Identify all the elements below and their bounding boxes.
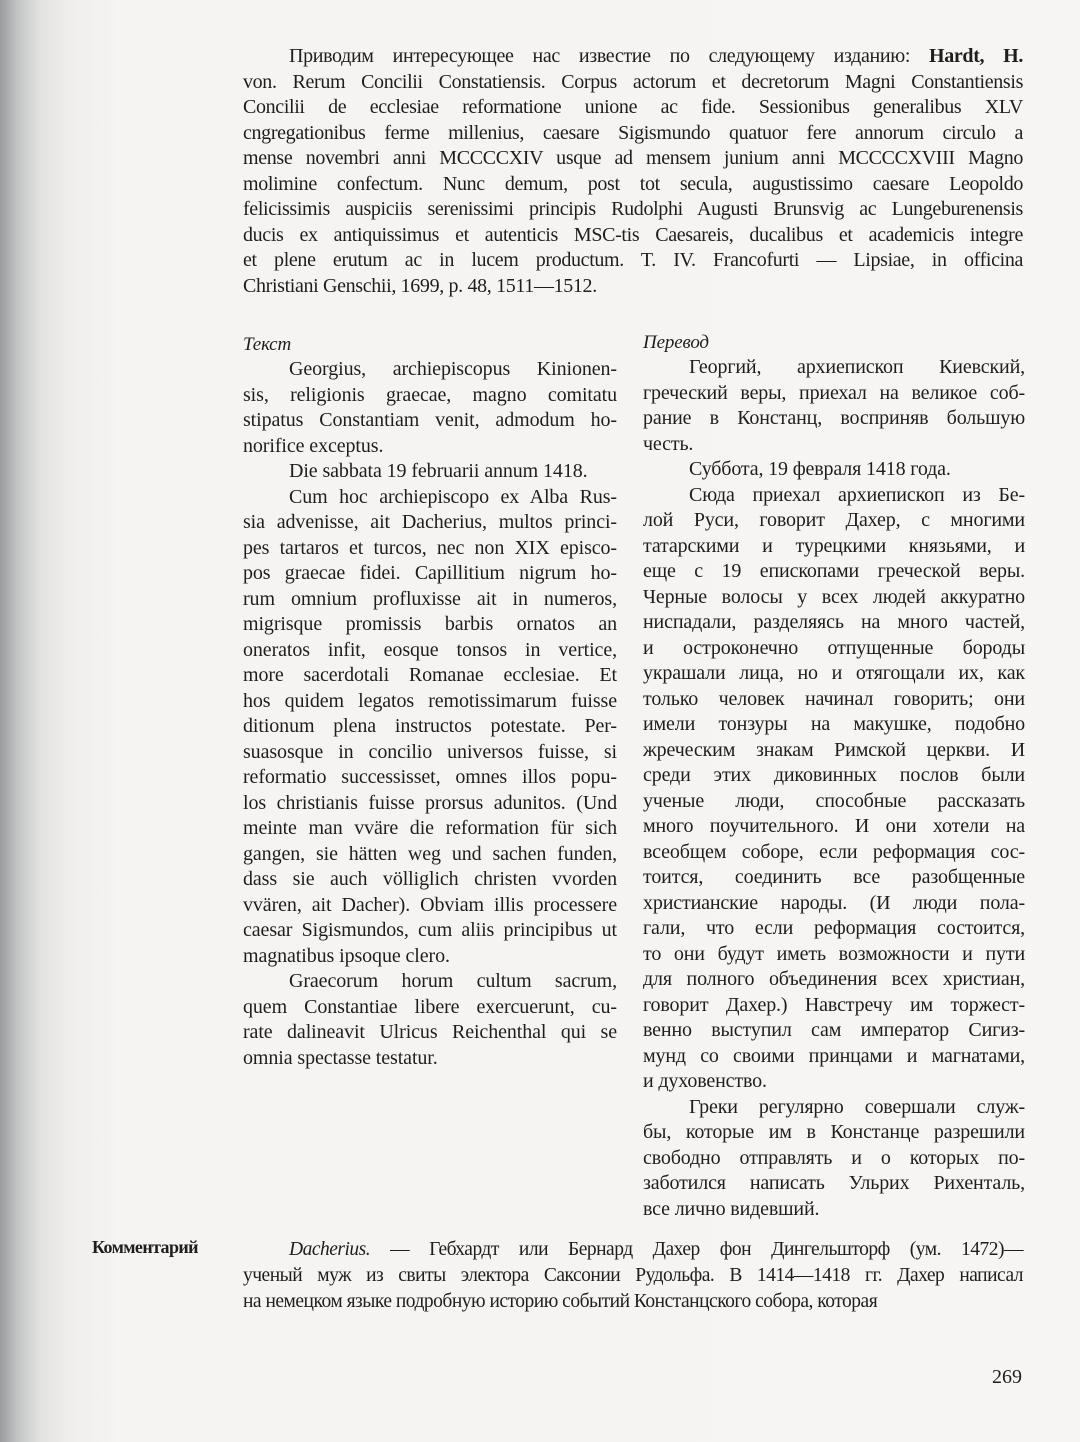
text-line: все лично видевший. (643, 1197, 820, 1220)
text-line: заботился написать Ульрих Рихенталь, (643, 1172, 1025, 1194)
text-line: cngregationibus ferme millenius, caesare Sigismundo quatuor fere annorum circulo a (243, 121, 1023, 144)
text-line: на немецком языке подробную историю событий Констанцского собора, которая (243, 1291, 878, 1312)
text-line: more sacerdotali Romanae ecclesiae. Et (243, 664, 617, 686)
paragraph (243, 485, 617, 970)
text-line: только человек начинал говорить; они (643, 687, 1025, 710)
commentary-label: Комментарий (92, 1237, 198, 1257)
paragraph (643, 355, 1025, 457)
text-line: magnatibus ipsoque clero. (243, 944, 450, 967)
text-line: Georgius, archiepiscopus Kinionen- (289, 358, 617, 380)
paragraph (643, 1095, 1025, 1223)
text-line: Cum hoc archiepiscopo ex Alba Rus- (289, 485, 617, 508)
paragraph (643, 483, 1025, 1095)
text-line: dass sie auch völliglich christen vvorden (243, 868, 617, 890)
text-line: norifice exceptus. (243, 434, 384, 457)
text-line: рание в Констанц, восприняв большую (643, 407, 1025, 429)
text-line (243, 1237, 1023, 1263)
text-line: имели тонзуры на макушке, подобно (643, 713, 1025, 735)
text-line: украшали лица, но и отягощали их, как (643, 662, 1025, 684)
text-line (243, 44, 1023, 70)
text-line: ducis ex antiquissimus et autenticis MSC-tis Caesareis, ducalibus et academicis integre (243, 223, 1023, 246)
text-line: всеобщем соборе, если реформация сос- (643, 840, 1025, 863)
text-line: гали, что если реформация состоится, (643, 917, 1025, 939)
text-line: ниспадали, разделяясь на много частей, (643, 611, 1025, 633)
text-line: Graecorum horum cultum sacrum, (289, 970, 617, 992)
text-line: gangen, sie hätten weg und sachen funden, (243, 842, 617, 865)
text-line: pes tartaros et turcos, nec non XIX episco- (243, 536, 617, 559)
text-line: жреческим знакам Римской церкви. И (643, 738, 1025, 761)
text-line: molimine confectum. Nunc demum, post tot secula, augustissimo caesare Leopoldo (243, 172, 1023, 195)
text-line: и духовенство. (643, 1070, 767, 1092)
text-line: свободно отправлять и о которых по- (643, 1146, 1025, 1169)
italic-term: Dacherius. (289, 1239, 371, 1260)
text-line: тоится, соединить все разобщенные (643, 866, 1025, 888)
text-line: ditionum plena instructos potestate. Per- (243, 715, 617, 737)
text-line: Christiani Genschii, 1699, p. 48, 1511—1512. (243, 274, 597, 297)
text-line: и остроконечно отпущенные бороды (643, 636, 1025, 659)
text-line: los christianis fuisse prorsus adunitos. (Und (243, 791, 617, 814)
text-line: Греки регулярно совершали служ- (689, 1095, 1025, 1118)
text-line: Die sabbata 19 februarii annum 1418. (289, 460, 588, 482)
text-line: греческий веры, приехал на великое соб- (643, 381, 1025, 404)
text-line: rate dalineavit Ulricus Reichenthal qui se (243, 1021, 617, 1043)
text-line: бы, которые им в Констанце разрешили (643, 1121, 1025, 1143)
text-line: von. Rerum Concilii Constatiensis. Corpus actorum et decretorum Magni Constantiensis (243, 70, 1023, 93)
text-line: Георгий, архиепископ Киевский, (689, 356, 1025, 378)
bold-citation: Hardt, H. (929, 45, 1024, 67)
text-line: ученый муж из свиты электора Саксонии Рудольфа. В 1414—1418 гг. Дахер написал (243, 1265, 1023, 1286)
text-line: pos graecae fidei. Capillitium nigrum ho- (243, 562, 617, 584)
text-line: татарскими и турецкими князьями, и (643, 534, 1025, 557)
text-line: oneratos infit, eosque tonsos in vertice, (243, 638, 617, 661)
intro-paragraph (243, 44, 1023, 299)
text-line: migrisque promissis barbis ornatos an (243, 613, 617, 635)
text-line: hos quidem legatos remotissimarum fuisse (243, 689, 617, 712)
text-line: omnia spectasse testatur. (243, 1046, 438, 1069)
text-line: caesar Sigismundos, cum aliis principibus ut (243, 919, 617, 941)
text-line: венно выступил сам император Сигиз- (643, 1019, 1025, 1041)
latin-text-column (243, 332, 617, 1071)
text-line: suasosque in concilio universos fuisse, si (243, 740, 617, 763)
paragraph (243, 459, 617, 485)
text-line: Сюда приехал архиепископ из Бе- (689, 483, 1025, 506)
text-line: лой Руси, говорит Дахер, с многими (643, 509, 1025, 531)
text-line: мунд со своими принцами и магнатами, (643, 1044, 1025, 1067)
text-line: sis, religionis graecae, magno comitatu (243, 383, 617, 406)
page-number: 269 (992, 1366, 1022, 1388)
text-line: то они будут иметь возможности и пути (643, 942, 1025, 965)
translation-column (643, 330, 1025, 1222)
latin-text-body (243, 357, 617, 1071)
text-line: stipatus Constantiam venit, admodum ho- (243, 409, 617, 431)
text-line: христианские народы. (И люди пола- (643, 891, 1025, 914)
text-line: среди этих диковинных послов были (643, 764, 1025, 786)
text-line: ученые люди, способные рассказать (643, 789, 1025, 812)
text-line: sia advenisse, ait Dacherius, multos princi- (243, 511, 617, 533)
commentary-text (243, 1237, 1023, 1315)
text-line: rum omnium profluxisse ait in numeros, (243, 587, 617, 610)
text-run: — Гебхардт или Бернард Дахер фон Дингельшторф (ум. 1472)— (370, 1239, 1023, 1260)
text-line: Суббота, 19 февраля 1418 года. (689, 458, 951, 480)
paragraph (243, 969, 617, 1071)
text-line: felicissimis auspiciis serenissimi principis Rudolphi Augusti Brunsvig ac Lungeburenensis (243, 198, 1023, 220)
text-line: для полного объединения всех христиан, (643, 968, 1025, 990)
text-run: Приводим интересующее нас известие по следующему изданию: (289, 45, 930, 67)
text-line: еще с 19 епископами греческой веры. (643, 560, 1025, 582)
text-line: говорит Дахер.) Навстречу им торжест- (643, 993, 1025, 1016)
paragraph (243, 357, 617, 459)
text-line: reformatio successisset, omnes illos popu- (243, 766, 617, 788)
text-line: quem Constantiae libere exercuerunt, cu- (243, 995, 617, 1018)
text-line: mense novembri anni MCCCCXIV usque ad mensem junium anni MCCCCXVIII Magno (243, 147, 1023, 169)
text-line: честь. (643, 432, 694, 455)
column-heading-translation: Перевод (643, 332, 709, 353)
text-line: много поучительного. И они хотели на (643, 815, 1025, 837)
text-line: meinte man vväre die reformation für sich (243, 817, 617, 839)
text-line: Concilii de ecclesiae reformatione unione ac fide. Sessionibus generalibus XLV (243, 96, 1023, 118)
text-line: et plene erutum ac in lucem productum. T. IV. Francofurti — Lipsiae, in officina (243, 249, 1023, 271)
text-line: vvären, ait Dacher). Obviam illis processere (243, 893, 617, 916)
paragraph (643, 457, 1025, 483)
column-heading-text: Текст (243, 334, 292, 355)
text-line: Черные волосы у всех людей аккуратно (643, 585, 1025, 608)
translation-body (643, 355, 1025, 1222)
